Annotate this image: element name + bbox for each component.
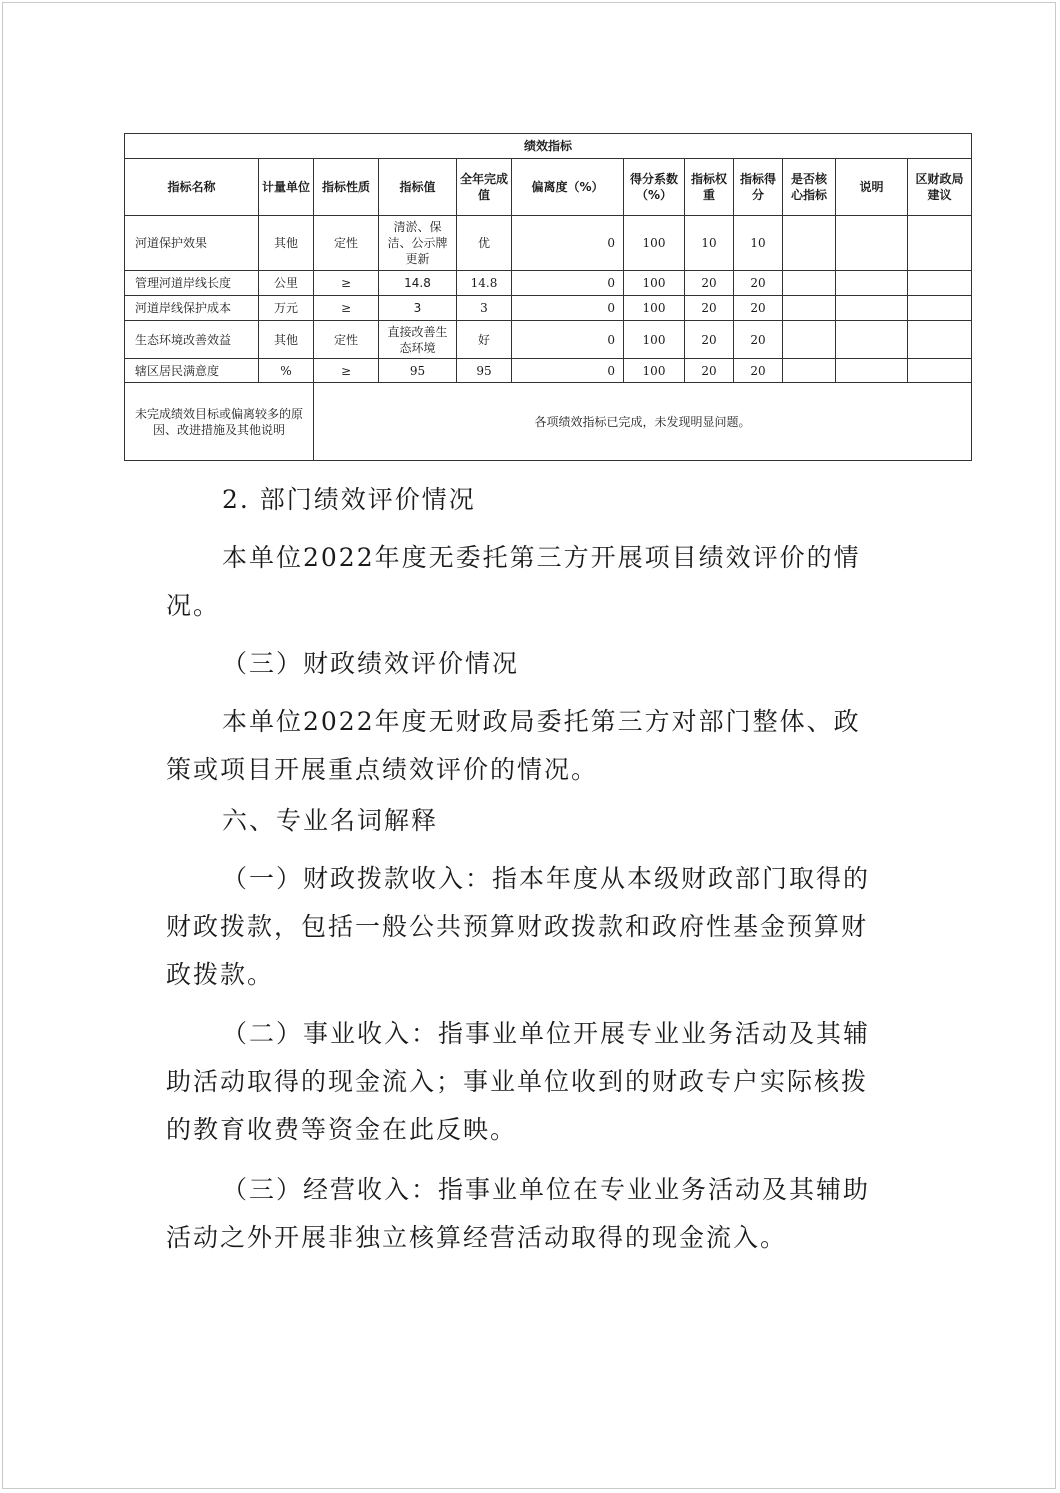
- header-cell: 指标得分: [734, 159, 783, 216]
- table-cell: [908, 359, 972, 383]
- table-cell: 清淤、保洁、公示牌更新: [379, 216, 457, 271]
- header-cell: 指标权重: [685, 159, 734, 216]
- table-cell: 14.8: [457, 271, 512, 296]
- table-cell: [783, 359, 836, 383]
- table-cell: 辖区居民满意度: [125, 359, 259, 383]
- table-row: [125, 321, 972, 359]
- table-cell: 3: [457, 296, 512, 321]
- table-cell: 万元: [259, 296, 314, 321]
- table-cell: [783, 216, 836, 271]
- table-cell: [908, 271, 972, 296]
- table-cell: 其他: [259, 216, 314, 271]
- table-cell: 20: [685, 359, 734, 383]
- table-row: [125, 296, 972, 321]
- table-cell: ≥: [314, 271, 379, 296]
- table-cell: 0: [512, 296, 624, 321]
- table-cell: [836, 271, 908, 296]
- table-cell: [783, 321, 836, 359]
- table-row: [125, 359, 972, 383]
- section-heading-glossary: 六、专业名词解释: [222, 806, 439, 835]
- table-cell: 10: [685, 216, 734, 271]
- table-cell: 0: [512, 271, 624, 296]
- table-cell: 定性: [314, 321, 379, 359]
- table-cell: 20: [734, 271, 783, 296]
- table-cell: 好: [457, 321, 512, 359]
- table-cell: [836, 216, 908, 271]
- header-cell: 得分系数（%）: [624, 159, 685, 216]
- table-cell: 100: [624, 271, 685, 296]
- table-cell: ≥: [314, 296, 379, 321]
- header-cell: 偏离度（%）: [512, 159, 624, 216]
- header-cell: 区财政局建议: [908, 159, 972, 216]
- table-cell: 95: [457, 359, 512, 383]
- table-cell: 0: [512, 216, 624, 271]
- table-cell: 10: [734, 216, 783, 271]
- table-cell: 其他: [259, 321, 314, 359]
- table-row: [125, 216, 972, 271]
- table-cell: 定性: [314, 216, 379, 271]
- table-cell: 14.8: [379, 271, 457, 296]
- table-cell: 20: [685, 321, 734, 359]
- table-cell: 优: [457, 216, 512, 271]
- table-cell: [908, 216, 972, 271]
- table-cell: [908, 321, 972, 359]
- paragraph: 本单位2022年度无财政局委托第三方对部门整体、政策或项目开展重点绩效评价的情况。: [166, 707, 861, 784]
- performance-indicator-table: [124, 133, 972, 461]
- table-cell: 河道岸线保护成本: [125, 296, 259, 321]
- table-cell: 100: [624, 296, 685, 321]
- table-cell: %: [259, 359, 314, 383]
- table-footer-row: [125, 383, 972, 461]
- header-cell: 全年完成值: [457, 159, 512, 216]
- table-cell: [783, 271, 836, 296]
- table-cell: [908, 296, 972, 321]
- glossary-item: （三）经营收入：指事业单位在专业业务活动及其辅助活动之外开展非独立核算经营活动取得的现金流入。: [166, 1175, 871, 1252]
- table-cell: 100: [624, 216, 685, 271]
- table-cell: 20: [685, 271, 734, 296]
- header-cell: 指标值: [379, 159, 457, 216]
- table-row: [125, 271, 972, 296]
- footer-text: 各项绩效指标已完成，未发现明显问题。: [314, 383, 972, 461]
- table-cell: [836, 359, 908, 383]
- table-cell: 0: [512, 321, 624, 359]
- header-cell: 指标名称: [125, 159, 259, 216]
- table-cell: 0: [512, 359, 624, 383]
- glossary-item: （一）财政拨款收入：指本年度从本级财政部门取得的财政拨款，包括一般公共预算财政拨款和政府性基金预算财政拨款。: [166, 864, 871, 989]
- table-cell: [836, 321, 908, 359]
- table-cell: 直接改善生态环境: [379, 321, 457, 359]
- header-cell: 说明: [836, 159, 908, 216]
- table-cell: 20: [734, 296, 783, 321]
- footer-label: 未完成绩效目标或偏离较多的原因、改进措施及其他说明: [125, 383, 314, 461]
- table-cell: 100: [624, 359, 685, 383]
- table-cell: 河道保护效果: [125, 216, 259, 271]
- glossary-item: （二）事业收入：指事业单位开展专业业务活动及其辅助活动取得的现金流入；事业单位收到的财政专户实际核拨的教育收费等资金在此反映。: [166, 1019, 871, 1144]
- section-heading-fiscal-evaluation: （三）财政绩效评价情况: [222, 649, 520, 678]
- table-cell: [836, 296, 908, 321]
- table-cell: 公里: [259, 271, 314, 296]
- table-cell: 20: [734, 321, 783, 359]
- table-cell: 95: [379, 359, 457, 383]
- header-cell: 是否核心指标: [783, 159, 836, 216]
- table-title: 绩效指标: [125, 134, 972, 159]
- table-cell: 3: [379, 296, 457, 321]
- table-cell: 生态环境改善效益: [125, 321, 259, 359]
- table-cell: 20: [734, 359, 783, 383]
- table-cell: 20: [685, 296, 734, 321]
- paragraph: 本单位2022年度无委托第三方开展项目绩效评价的情况。: [166, 543, 861, 620]
- table-cell: 100: [624, 321, 685, 359]
- table-cell: ≥: [314, 359, 379, 383]
- table-cell: 管理河道岸线长度: [125, 271, 259, 296]
- table-cell: [783, 296, 836, 321]
- header-cell: 计量单位: [259, 159, 314, 216]
- header-cell: 指标性质: [314, 159, 379, 216]
- section-heading-dept-evaluation: 2. 部门绩效评价情况: [222, 485, 476, 514]
